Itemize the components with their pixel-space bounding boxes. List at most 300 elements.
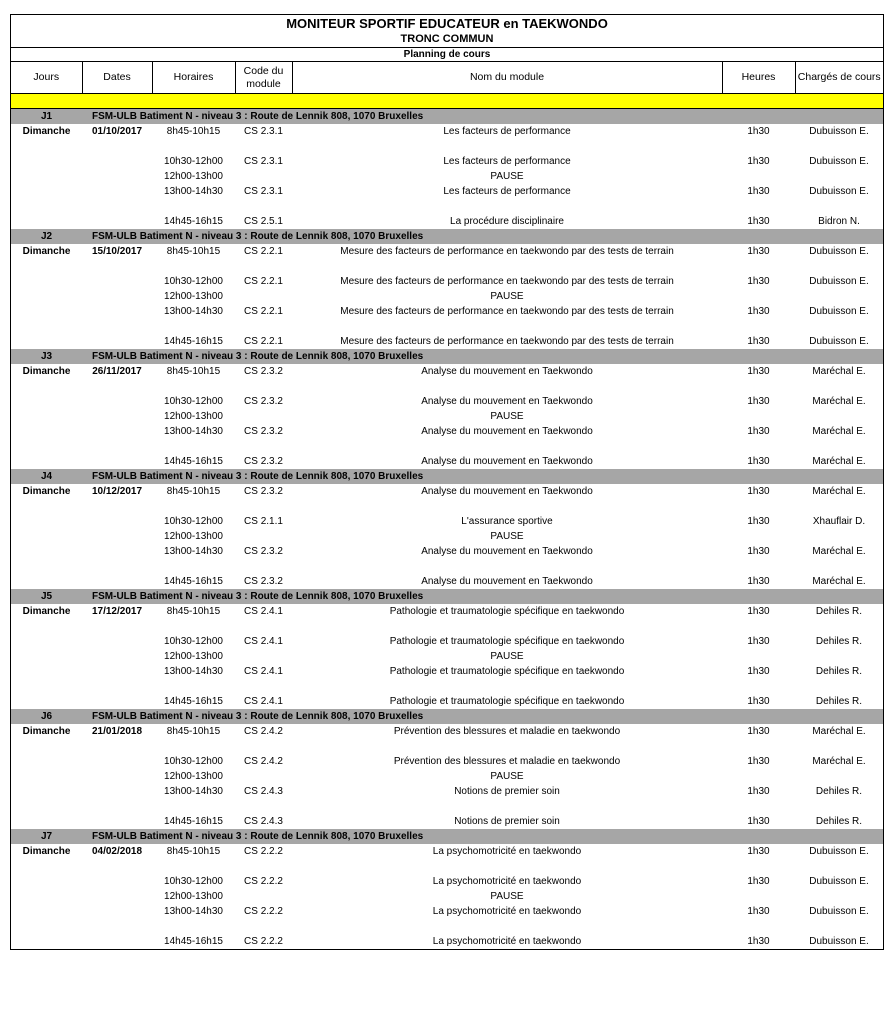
hours-cell: 1h30 [747,396,770,407]
blank-cell [11,619,883,634]
document-title: MONITEUR SPORTIF EDUCATEUR en TAEKWONDO [286,16,608,31]
table-row [11,754,883,769]
module-cell: Les facteurs de performance [443,186,571,197]
table-row [11,904,883,919]
hours-cell: 1h30 [747,216,770,227]
table-row [11,289,883,304]
date-cell [82,529,152,544]
blank-row [11,379,883,394]
table-row [11,874,883,889]
week-id: J7 [11,829,82,844]
week-header-row [11,469,883,484]
week-id: J1 [11,109,82,125]
time-cell: 13h00-14h30 [164,306,223,317]
day-cell [11,454,82,469]
day-cell: Dimanche [22,606,71,617]
module-cell: Mesure des facteurs de performance en taekwondo par des tests de terrain [340,246,674,257]
time-cell: 14h45-16h15 [164,816,223,827]
blank-row [11,619,883,634]
date-cell: 04/02/2018 [91,846,143,857]
table-row [11,769,883,784]
teacher-cell: Dubuisson E. [809,336,869,347]
day-cell: Dimanche [22,246,71,257]
schedule-table [11,62,883,949]
time-cell: 10h30-12h00 [164,756,223,767]
time-cell: 8h45-10h15 [166,486,221,497]
date-cell [82,814,152,829]
hours-cell: 1h30 [747,516,770,527]
day-cell [11,784,82,799]
table-row [11,274,883,289]
module-cell: PAUSE [490,531,524,542]
time-cell: 8h45-10h15 [166,846,221,857]
code-cell: CS 2.4.1 [244,696,283,707]
day-cell [11,889,82,904]
teacher-cell: Dubuisson E. [809,876,869,887]
hours-cell: 1h30 [747,306,770,317]
col-code-line2: module [246,77,281,90]
blank-row [11,799,883,814]
week-header-row [11,109,883,125]
module-cell: Pathologie et traumatologie spécifique en taekwondo [389,696,625,707]
hours-cell: 1h30 [747,276,770,287]
day-cell [11,934,82,949]
teacher-cell: Dehiles R. [815,816,863,827]
teacher-cell: Dehiles R. [815,786,863,797]
day-cell [11,154,82,169]
blank-cell [11,919,883,934]
blank-row [11,259,883,274]
module-cell: PAUSE [490,411,524,422]
teacher-cell: Dubuisson E. [809,306,869,317]
module-cell: Analyse du mouvement en Taekwondo [421,366,593,377]
code-cell: CS 2.4.1 [244,606,283,617]
code-cell [235,769,292,784]
table-row [11,484,883,499]
module-cell: PAUSE [490,771,524,782]
teacher-cell: Maréchal E. [812,426,866,437]
col-dates: Dates [82,62,152,94]
time-cell: 13h00-14h30 [164,666,223,677]
hours-cell: 1h30 [747,756,770,767]
time-cell: 13h00-14h30 [164,186,223,197]
date-cell: 15/10/2017 [91,246,143,257]
week-header-row [11,709,883,724]
table-row [11,454,883,469]
module-cell: La psychomotricité en taekwondo [432,936,582,947]
teacher-cell: Dubuisson E. [809,276,869,287]
hours-cell [722,649,795,664]
day-cell [11,169,82,184]
day-cell: Dimanche [22,846,71,857]
blank-cell [11,559,883,574]
teacher-cell: Dehiles R. [815,606,863,617]
blank-row [11,199,883,214]
date-cell [82,649,152,664]
day-cell: Dimanche [22,486,71,497]
code-cell [235,649,292,664]
table-row [11,604,883,619]
code-cell: CS 2.2.2 [244,936,283,947]
table-row [11,394,883,409]
code-cell: CS 2.2.2 [244,876,283,887]
date-cell: 26/11/2017 [92,366,142,377]
date-cell [82,334,152,349]
blank-cell [11,439,883,454]
date-cell [82,424,152,439]
code-cell: CS 2.3.2 [244,426,283,437]
date-cell [82,634,152,649]
table-row [11,334,883,349]
day-cell [11,649,82,664]
code-cell: CS 2.2.1 [244,276,283,287]
day-cell: Dimanche [22,726,71,737]
code-cell: CS 2.3.2 [244,546,283,557]
module-cell: La psychomotricité en taekwondo [432,906,582,917]
module-cell: Les facteurs de performance [443,126,571,137]
module-cell: La psychomotricité en taekwondo [432,846,582,857]
teacher-cell [795,889,883,904]
module-cell: Notions de premier soin [454,816,560,827]
blank-cell [11,379,883,394]
table-row [11,124,883,139]
schedule-body [11,94,883,950]
code-cell: CS 2.4.1 [244,636,283,647]
module-cell: Analyse du mouvement en Taekwondo [421,576,593,587]
code-cell: CS 2.3.2 [244,396,283,407]
time-cell: 10h30-12h00 [164,396,223,407]
time-cell: 14h45-16h15 [164,456,223,467]
date-cell [82,514,152,529]
date-cell [82,574,152,589]
hours-cell [722,169,795,184]
title-block [11,15,883,48]
teacher-cell [795,649,883,664]
week-id: J6 [11,709,82,724]
teacher-cell [795,409,883,424]
module-cell: Analyse du mouvement en Taekwondo [421,486,593,497]
time-cell: 8h45-10h15 [166,246,221,257]
table-row [11,574,883,589]
time-cell: 8h45-10h15 [166,366,221,377]
code-cell [235,889,292,904]
blank-cell [11,499,883,514]
hours-cell: 1h30 [747,816,770,827]
module-cell: Analyse du mouvement en Taekwondo [421,546,593,557]
col-charges: Chargés de cours [795,62,883,94]
teacher-cell: Maréchal E. [812,576,866,587]
table-row [11,814,883,829]
hours-cell: 1h30 [747,576,770,587]
day-cell [11,529,82,544]
day-cell [11,754,82,769]
module-cell: La psychomotricité en taekwondo [432,876,582,887]
time-cell: 8h45-10h15 [166,726,221,737]
teacher-cell: Maréchal E. [812,366,866,377]
code-cell: CS 2.5.1 [244,216,283,227]
code-cell [235,169,292,184]
week-header-row [11,349,883,364]
blank-cell [11,739,883,754]
blank-row [11,739,883,754]
table-row [11,214,883,229]
col-code-line1: Code du [243,64,284,77]
table-row [11,634,883,649]
time-cell: 12h00-13h00 [164,531,223,542]
code-cell: CS 2.2.2 [244,846,283,857]
time-cell: 12h00-13h00 [164,771,223,782]
hours-cell: 1h30 [747,336,770,347]
teacher-cell: Dubuisson E. [809,186,869,197]
date-cell [82,289,152,304]
time-cell: 13h00-14h30 [164,546,223,557]
module-cell: Mesure des facteurs de performance en taekwondo par des tests de terrain [340,306,674,317]
day-cell [11,874,82,889]
code-cell: CS 2.3.2 [244,456,283,467]
table-row [11,169,883,184]
time-cell: 13h00-14h30 [164,786,223,797]
module-cell: Pathologie et traumatologie spécifique en taekwondo [389,666,625,677]
blank-row [11,559,883,574]
date-cell [82,754,152,769]
module-cell: PAUSE [490,291,524,302]
table-row [11,649,883,664]
day-cell [11,409,82,424]
date-cell [82,769,152,784]
table-row [11,409,883,424]
day-cell [11,514,82,529]
time-cell: 10h30-12h00 [164,516,223,527]
time-cell: 13h00-14h30 [164,906,223,917]
module-cell: PAUSE [490,891,524,902]
time-cell: 12h00-13h00 [164,891,223,902]
planning-label: Planning de cours [11,48,883,62]
blank-cell [11,799,883,814]
module-cell: PAUSE [490,651,524,662]
teacher-cell: Dehiles R. [815,636,863,647]
teacher-cell: Dehiles R. [815,696,863,707]
time-cell: 10h30-12h00 [164,636,223,647]
time-cell: 10h30-12h00 [164,276,223,287]
table-row [11,889,883,904]
date-cell [82,544,152,559]
table-row [11,364,883,379]
table-row [11,844,883,859]
hours-cell: 1h30 [747,606,770,617]
date-cell [82,934,152,949]
blank-row [11,139,883,154]
code-cell: CS 2.4.1 [244,666,283,677]
hours-cell: 1h30 [747,186,770,197]
hours-cell [722,769,795,784]
code-cell [235,529,292,544]
day-cell [11,574,82,589]
time-cell: 14h45-16h15 [164,576,223,587]
day-cell [11,424,82,439]
location-label: FSM-ULB Batiment N - niveau 3 : Route de Lennik 808, 1070 Bruxelles [82,829,883,844]
time-cell: 8h45-10h15 [166,606,221,617]
hours-cell: 1h30 [747,786,770,797]
teacher-cell: Dubuisson E. [809,246,869,257]
time-cell: 12h00-13h00 [164,411,223,422]
code-cell: CS 2.3.2 [244,366,283,377]
date-cell [82,874,152,889]
module-cell: Mesure des facteurs de performance en taekwondo par des tests de terrain [340,336,674,347]
code-cell: CS 2.2.2 [244,906,283,917]
module-cell: Analyse du mouvement en Taekwondo [421,396,593,407]
yellow-separator [11,94,883,109]
date-cell [82,304,152,319]
module-cell: Notions de premier soin [454,786,560,797]
blank-row [11,319,883,334]
blank-cell [11,859,883,874]
hours-cell [722,889,795,904]
col-horaires: Horaires [152,62,235,94]
week-id: J5 [11,589,82,604]
hours-cell: 1h30 [747,636,770,647]
table-row [11,304,883,319]
teacher-cell [795,169,883,184]
hours-cell: 1h30 [747,456,770,467]
table-row [11,694,883,709]
blank-row [11,439,883,454]
date-cell [82,169,152,184]
module-cell: Pathologie et traumatologie spécifique en taekwondo [389,606,625,617]
code-cell: CS 2.2.1 [244,306,283,317]
document-subtitle: TRONC COMMUN [400,33,494,45]
table-row [11,514,883,529]
code-cell: CS 2.2.1 [244,336,283,347]
teacher-cell: Maréchal E. [812,546,866,557]
hours-cell: 1h30 [747,936,770,947]
code-cell: CS 2.4.2 [244,726,283,737]
date-cell [82,454,152,469]
module-cell: L'assurance sportive [461,516,553,527]
date-cell: 10/12/2017 [91,486,143,497]
code-cell: CS 2.3.1 [244,186,283,197]
day-cell [11,634,82,649]
table-row [11,724,883,739]
hours-cell [722,409,795,424]
module-cell: Analyse du mouvement en Taekwondo [421,456,593,467]
location-label: FSM-ULB Batiment N - niveau 3 : Route de Lennik 808, 1070 Bruxelles [82,229,883,244]
blank-row [11,499,883,514]
module-cell: PAUSE [490,171,524,182]
time-cell: 12h00-13h00 [164,291,223,302]
code-cell: CS 2.3.1 [244,156,283,167]
teacher-cell [795,529,883,544]
date-cell: 17/12/2017 [91,606,143,617]
col-heures: Heures [722,62,795,94]
week-header-row [11,829,883,844]
time-cell: 8h45-10h15 [166,126,221,137]
date-cell [82,394,152,409]
day-cell [11,394,82,409]
day-cell [11,334,82,349]
teacher-cell: Maréchal E. [812,726,866,737]
teacher-cell: Bidron N. [818,216,860,227]
day-cell [11,544,82,559]
table-row [11,934,883,949]
day-cell: Dimanche [22,366,71,377]
location-label: FSM-ULB Batiment N - niveau 3 : Route de Lennik 808, 1070 Bruxelles [82,589,883,604]
day-cell: Dimanche [22,126,71,137]
date-cell: 01/10/2017 [91,126,143,137]
table-row [11,784,883,799]
location-label: FSM-ULB Batiment N - niveau 3 : Route de Lennik 808, 1070 Bruxelles [82,349,883,364]
module-cell: Mesure des facteurs de performance en taekwondo par des tests de terrain [340,276,674,287]
code-cell: CS 2.1.1 [244,516,283,527]
teacher-cell: Dubuisson E. [809,936,869,947]
date-cell [82,664,152,679]
time-cell: 12h00-13h00 [164,171,223,182]
module-cell: Prévention des blessures et maladie en taekwondo [393,756,621,767]
hours-cell: 1h30 [747,156,770,167]
teacher-cell: Xhauflair D. [812,516,866,527]
teacher-cell: Dubuisson E. [809,906,869,917]
hours-cell [722,289,795,304]
code-cell [235,409,292,424]
code-cell: CS 2.4.2 [244,756,283,767]
blank-cell [11,199,883,214]
code-cell: CS 2.4.3 [244,816,283,827]
date-cell [82,274,152,289]
day-cell [11,814,82,829]
module-cell: Analyse du mouvement en Taekwondo [421,426,593,437]
teacher-cell: Maréchal E. [812,486,866,497]
date-cell [82,409,152,424]
teacher-cell: Maréchal E. [812,456,866,467]
header-row [11,62,883,94]
schedule-sheet [10,14,884,950]
col-nom: Nom du module [292,62,722,94]
code-cell: CS 2.3.2 [244,486,283,497]
table-row [11,664,883,679]
table-row [11,154,883,169]
code-cell: CS 2.4.3 [244,786,283,797]
day-cell [11,769,82,784]
code-cell [235,289,292,304]
module-cell: Les facteurs de performance [443,156,571,167]
table-row [11,544,883,559]
date-cell [82,694,152,709]
teacher-cell: Maréchal E. [812,396,866,407]
table-row [11,529,883,544]
hours-cell: 1h30 [747,666,770,677]
blank-row [11,859,883,874]
location-label: FSM-ULB Batiment N - niveau 3 : Route de Lennik 808, 1070 Bruxelles [82,709,883,724]
teacher-cell: Dubuisson E. [809,846,869,857]
module-cell: Prévention des blessures et maladie en taekwondo [393,726,621,737]
week-header-row [11,589,883,604]
date-cell [82,889,152,904]
blank-row [11,919,883,934]
date-cell [82,154,152,169]
hours-cell: 1h30 [747,846,770,857]
hours-cell: 1h30 [747,366,770,377]
day-cell [11,694,82,709]
date-cell [82,184,152,199]
blank-cell [11,139,883,154]
teacher-cell: Dubuisson E. [809,126,869,137]
day-cell [11,214,82,229]
blank-cell [11,679,883,694]
time-cell: 14h45-16h15 [164,696,223,707]
hours-cell: 1h30 [747,726,770,737]
table-row [11,184,883,199]
time-cell: 14h45-16h15 [164,336,223,347]
time-cell: 12h00-13h00 [164,651,223,662]
